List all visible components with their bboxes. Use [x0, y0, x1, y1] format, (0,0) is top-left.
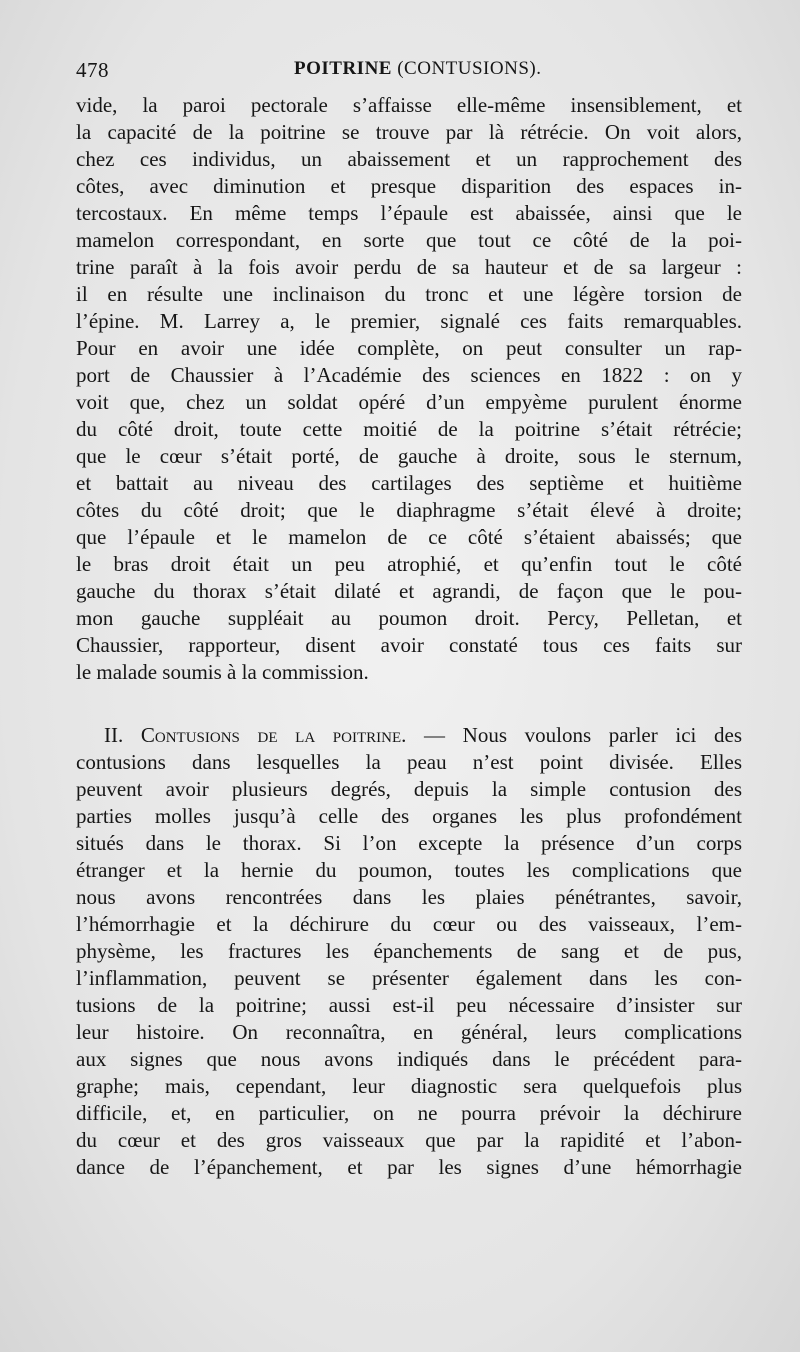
section-heading-continuation: — Nous voulons parler ici des [406, 723, 742, 747]
page-number: 478 [76, 58, 109, 82]
text-line: graphe; mais, cependant, leur diagnostic sera quelquefois plus [76, 1074, 742, 1098]
text-line: parties molles jusqu’à celle des organes les plus profondément [76, 804, 742, 828]
text-line: aux signes que nous avons indiqués dans le précédent para- [76, 1047, 742, 1071]
text-line: gauche du thorax s’était dilaté et agrandi, de façon que le pou- [76, 579, 742, 603]
page-header [76, 58, 742, 92]
section-2 [76, 722, 742, 1181]
text-line: du cœur et des gros vaisseaux que par la rapidité et l’abon- [76, 1128, 742, 1152]
text-line: contusions dans lesquelles la peau n’est point divisée. Elles [76, 750, 742, 774]
text-line: voit que, chez un soldat opéré d’un empyème purulent énorme [76, 390, 742, 414]
section-heading: II. Contusions de la poitrine. [104, 723, 407, 747]
text-line: le malade soumis à la commission. [76, 660, 369, 684]
running-head [294, 58, 541, 80]
text-line: peuvent avoir plusieurs degrés, depuis la simple contusion des [76, 777, 742, 801]
text-line: côtes, avec diminution et presque disparition des espaces in- [76, 174, 742, 198]
running-title: POITRINE [294, 58, 392, 79]
running-subtitle: (CONTUSIONS). [397, 58, 542, 79]
text-line: trine paraît à la fois avoir perdu de sa hauteur et de sa largeur : [76, 255, 742, 279]
text-line: difficile, et, en particulier, on ne pourra prévoir la déchirure [76, 1101, 742, 1125]
text-line: l’inflammation, peuvent se présenter également dans les con- [76, 966, 742, 990]
paragraph-1 [76, 92, 742, 686]
text-line: que le cœur s’était porté, de gauche à droite, sous le sternum, [76, 444, 742, 468]
text-line: physème, les fractures les épanchements de sang et de pus, [76, 939, 742, 963]
section-heading-line [76, 722, 742, 749]
text-line: mamelon correspondant, en sorte que tout ce côté de la poi- [76, 228, 742, 252]
text-line: tusions de la poitrine; aussi est-il peu nécessaire d’insister sur [76, 993, 742, 1017]
text-line: tercostaux. En même temps l’épaule est abaissée, ainsi que le [76, 201, 742, 225]
text-line: l’épine. M. Larrey a, le premier, signalé ces faits remarquables. [76, 309, 742, 333]
text-line: port de Chaussier à l’Académie des sciences en 1822 : on y [76, 363, 742, 387]
text-line: chez ces individus, un abaissement et un rapprochement des [76, 147, 742, 171]
text-line: mon gauche suppléait au poumon droit. Percy, Pelletan, et [76, 606, 742, 630]
text-line: leur histoire. On reconnaîtra, en général, leurs complications [76, 1020, 742, 1044]
text-line: côtes du côté droit; que le diaphragme s’était élevé à droite; [76, 498, 742, 522]
text-line: et battait au niveau des cartilages des septième et huitième [76, 471, 742, 495]
text-line: que l’épaule et le mamelon de ce côté s’étaient abaissés; que [76, 525, 742, 549]
text-line: Pour en avoir une idée complète, on peut consulter un rap- [76, 336, 742, 360]
text-line: étranger et la hernie du poumon, toutes les complications que [76, 858, 742, 882]
text-line: il en résulte une inclinaison du tronc et une légère torsion de [76, 282, 742, 306]
text-line: dance de l’épanchement, et par les signes d’une hémorrhagie [76, 1155, 742, 1179]
text-line: nous avons rencontrées dans les plaies pénétrantes, savoir, [76, 885, 742, 909]
text-line: Chaussier, rapporteur, disent avoir constaté tous ces faits sur [76, 633, 742, 657]
paragraph-gap [76, 686, 742, 722]
page-body [76, 92, 742, 1181]
text-line: l’hémorrhagie et la déchirure du cœur ou des vaisseaux, l’em- [76, 912, 742, 936]
text-line: vide, la paroi pectorale s’affaisse elle-même insensiblement, et [76, 93, 742, 117]
text-line: situés dans le thorax. Si l’on excepte la présence d’un corps [76, 831, 742, 855]
text-line: la capacité de la poitrine se trouve par là rétrécie. On voit alors, [76, 120, 742, 144]
text-line: du côté droit, toute cette moitié de la poitrine s’était rétrécie; [76, 417, 742, 441]
text-line: le bras droit était un peu atrophié, et qu’enfin tout le côté [76, 552, 742, 576]
